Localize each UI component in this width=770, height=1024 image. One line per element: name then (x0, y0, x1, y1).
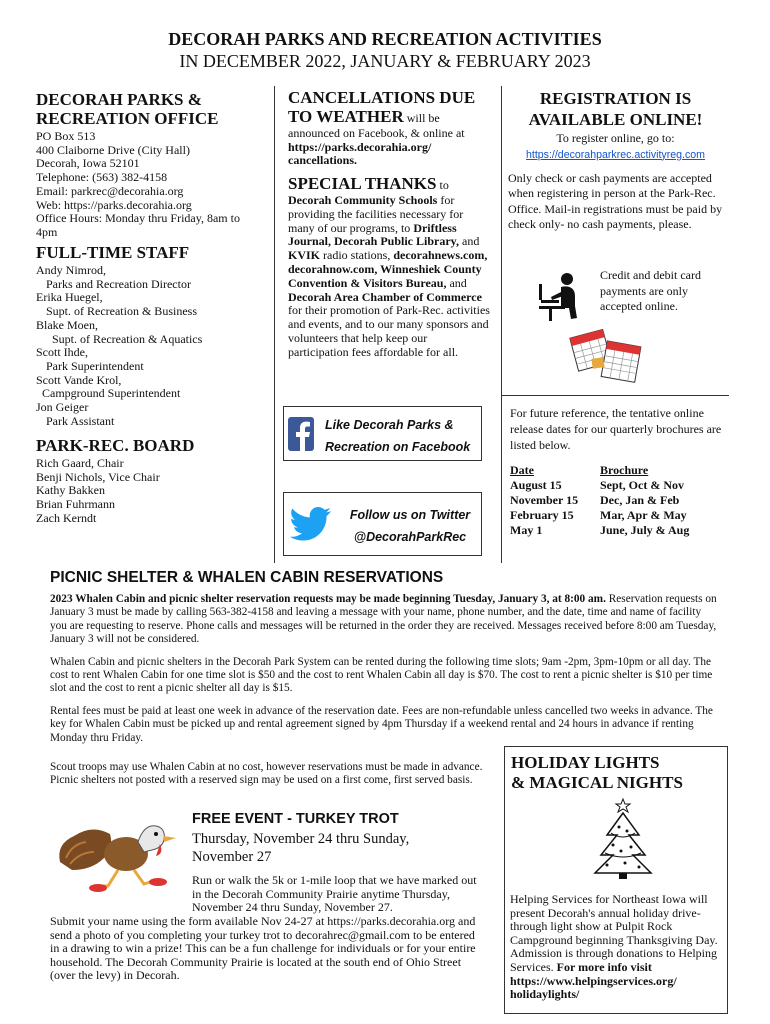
facebook-line1: Like Decorah Parks & (325, 418, 454, 432)
picnic-scout: Scout troops may use Whalen Cabin at no cost, however reservations must be made in advance. Picnic shelters not posted with a reserved sign may be used on a first come, first served basis. (50, 761, 483, 787)
page-title: DECORAH PARKS AND RECREATION ACTIVITIES (168, 29, 602, 49)
twitter-line1: Follow us on Twitter (349, 508, 471, 522)
board-section (36, 436, 272, 526)
registration-section (508, 88, 723, 233)
office-section (36, 90, 272, 240)
staff-title: FULL-TIME STAFF (36, 243, 190, 262)
divider-left (274, 86, 275, 563)
card-note: Credit and debit card payments are only accepted online. (600, 268, 701, 313)
cancellations-section: CANCELLATIONS DUE TO WEATHER will be announced on Facebook, & online at https://parks.decorahia.org/ cancellations. (288, 88, 476, 168)
table-row: November 15 Dec, Jan & Feb (510, 493, 680, 507)
twitter-icon (290, 507, 332, 541)
divider-right (501, 86, 502, 563)
computer-user-icon (537, 270, 589, 322)
picnic-body: 2023 Whalen Cabin and picnic shelter reservation requests may be made beginning Tuesday, January 3, at 8:00 am. Reservation requests on January 3 must be made by calling 563-382-4158 and leaving a message with your name, phone number, and the date, time and name of facility you are requesting to reserve. Phone calls and messages will be returned in the order they are received. Messages received before 8:00 am Tuesday, January 3 will not be considered. Whalen Cabin and picnic shelters in the Decorah Park System can be rented during the following time slots; 9am -2pm, 3pm-10pm or all day. The cost to rent Whalen Cabin for one time slot is $50 and the cost to rent Whalen Cabin all day is $70. The cost to rent a picnic shelter is $10 per time slot and the cost to rent a picnic shelter all day is $15. Rental fees must be paid at least one week in advance of the reservation date. Fees are non-refundable unless cancelled two weeks in advance. The key for Whalen Cabin must be picked up and rental agreement signed by 4pm Thursday if a weekend rental and 24 hours in advance if renting Monday thru Friday. (50, 593, 717, 744)
page-subtitle: IN DECEMBER 2022, JANUARY & FEBRUARY 2023 (179, 51, 591, 71)
turkey-title: FREE EVENT - TURKEY TROT (192, 811, 399, 827)
christmas-tree-icon (591, 797, 655, 879)
board-list: Rich Gaard, Chair Benji Nichols, Vice Chair Kathy Bakken Brian Fuhrmann Zach Kerndt (36, 456, 160, 525)
release-table (510, 463, 691, 538)
twitter-line2: @DecorahParkRec (353, 530, 467, 544)
facebook-box[interactable] (283, 406, 482, 461)
turkey-date: Thursday, November 24 thru Sunday, November 27 (192, 831, 410, 865)
staff-section (36, 243, 272, 428)
table-row: February 15 Mar, Apr & May (510, 508, 687, 522)
facebook-icon (288, 417, 314, 451)
holiday-text: Helping Services for Northeast Iowa will present Decorah's annual holiday drive-through light show at Pulpit Rock Campground beginning Thanksgiving Day. Admission is through donations to Helping Services. For more info visit https://www.helpingservices.org/ holidaylights/ (510, 892, 718, 1002)
thanks-section: SPECIAL THANKS to Decorah Community Schools for providing the facilities necessary for many of our programs, to Driftless Journal, Decorah Public Library, and KVIK radio stations, decorahnews.com, decorahnow.com, Winneshiek County Convention & Visitors Bureau, and Decorah Area Chamber of Commerce for their promotion of Park-Rec. activities and events, and to our many sponsors and volunteers that help keep our participation fees affordable for all. (288, 174, 490, 359)
registration-title-2: AVAILABLE ONLINE! (528, 110, 703, 129)
divider-reg (501, 395, 729, 396)
twitter-box[interactable] (283, 492, 482, 556)
calendar-icon (568, 322, 646, 392)
registration-prompt: To register online, go to: (556, 131, 675, 145)
release-dates-section (510, 405, 725, 538)
office-title: DECORAH PARKS & RECREATION OFFICE (36, 90, 219, 128)
table-row: August 15 Sept, Oct & Nov (510, 478, 684, 492)
running-turkey-icon (52, 814, 184, 896)
table-row: May 1 June, July & Aug (510, 523, 690, 537)
future-note: For future reference, the tentative online release dates for our quarterly brochures are listed below. (510, 406, 722, 452)
holiday-box (504, 746, 728, 1014)
registration-link[interactable]: https://decorahparkrec.activityreg.com (526, 148, 705, 161)
office-info: PO Box 513 400 Claiborne Drive (City Hall) Decorah, Iowa 52101 Telephone: (563) 382-4158 Email: parkrec@decorahia.org Web: https://parks.decorahia.org Office Hours: Monday thru Friday, 8am to 4pm (36, 129, 240, 239)
turkey-text1: Run or walk the 5k or 1-mile loop that we have marked out in the Decorah Community Prairie anytime Thursday, November 24 thru Sunday, November 27. (192, 873, 477, 915)
turkey-header (192, 810, 492, 866)
payment-note: Only check or cash payments are accepted when registering in person at the Park-Rec. Office. Mail-in registrations must be paid by check only- no cash payments, please. (508, 170, 723, 232)
picnic-title: PICNIC SHELTER & WHALEN CABIN RESERVATIONS (50, 569, 444, 586)
table-header: Date Brochure (510, 463, 649, 477)
facebook-line2: Recreation on Facebook (325, 440, 471, 454)
staff-list: Andy Nimrod, Parks and Recreation Director Erika Huegel, Supt. of Recreation & Business Blake Moen, Supt. of Recreation & Aquatics Scott Ihde, Park Superintendent Scott Vande Krol, Campground Superintendent Jon Geiger Park Assistant (36, 263, 203, 428)
registration-title-1: REGISTRATION IS (539, 89, 692, 108)
board-title: PARK-REC. BOARD (36, 436, 195, 455)
turkey-text2: Submit your name using the form available Nov 24-27 at https://parks.decorahia.org and send a photo of you completing your turkey trot to decorahrec@gmail.com to be entered in a drawing to win a prize! This can be a fun challenge for individuals or for your entire household. The Decorah Community Prairie is located at the south end of Ohio Street (over the levy) in Decorah. (50, 914, 476, 983)
holiday-title-1: HOLIDAY LIGHTS (511, 753, 660, 772)
holiday-title-2: & MAGICAL NIGHTS (511, 773, 683, 792)
